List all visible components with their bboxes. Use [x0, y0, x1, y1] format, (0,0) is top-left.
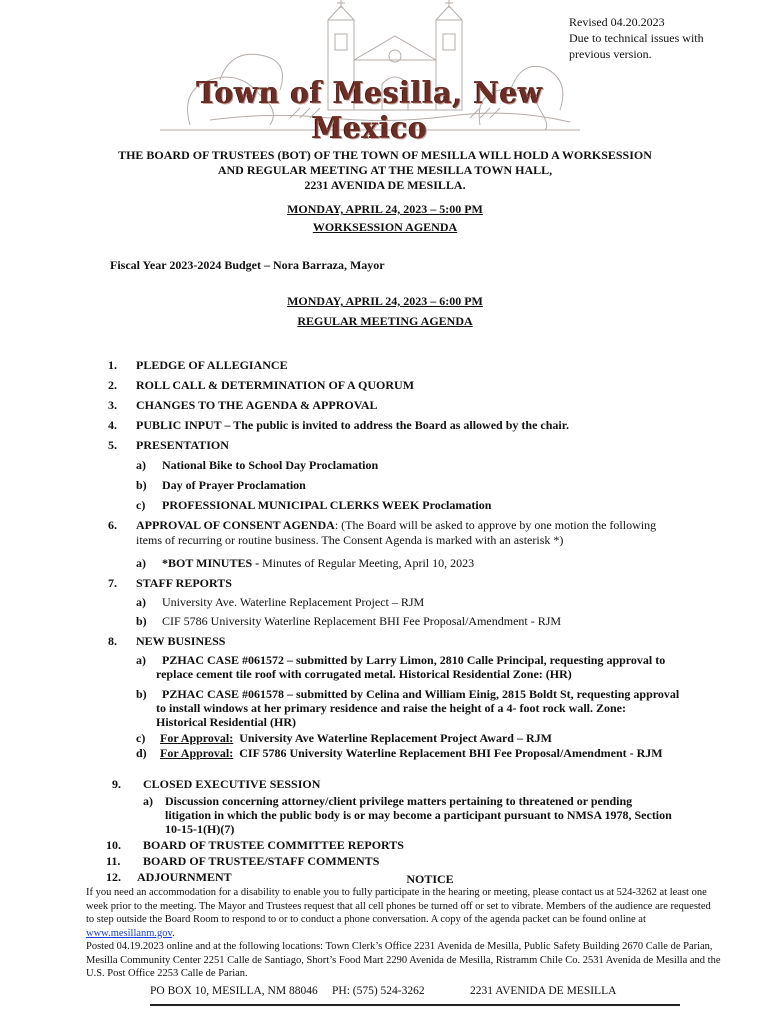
notice-title: NOTICE [406, 872, 454, 886]
sub-item-executive-discussion [143, 794, 703, 836]
revision-line: Due to technical issues with [569, 31, 704, 45]
sub-item-label: a) [136, 653, 146, 667]
sub-item [136, 478, 306, 492]
notice-end: . [172, 927, 175, 939]
sub-item-text: PZHAC CASE #061572 – submitted by Larry Limon, 2810 Calle Principal, requesting approval to [162, 653, 666, 667]
agenda-item-roll-call: ROLL CALL & DETERMINATION OF A QUORUM [136, 378, 415, 392]
website-link[interactable]: www.mesillanm.gov [86, 927, 173, 939]
sub-item-text: CIF 5786 University Waterline Replacement BHI Fee Proposal/Amendment - RJM [162, 614, 562, 628]
agenda-item-consent [136, 518, 716, 532]
consent-label: APPROVAL OF CONSENT AGENDA [136, 518, 335, 532]
footer [150, 985, 690, 997]
announcement-line: THE BOARD OF TRUSTEES (BOT) OF THE TOWN OF MESILLA WILL HOLD A WORKSESSION [118, 148, 652, 162]
sub-item-pzhac-061572 [136, 653, 716, 681]
agenda-item-new-business: NEW BUSINESS [136, 634, 226, 648]
sub-item-label: c) [136, 498, 146, 512]
consent-text-line2: items of recurring or routine business. The Consent Agenda is marked with an asterisk *) [136, 533, 564, 547]
sub-item-label: b) [136, 478, 147, 492]
agenda-item-staff-reports: STAFF REPORTS [136, 576, 232, 590]
agenda-item-number: 9. [112, 777, 121, 791]
agenda-item-public-input: PUBLIC INPUT – The public is invited to address the Board as allowed by the chair. [136, 418, 569, 432]
sub-item [136, 746, 663, 760]
sub-item-label: d) [136, 746, 147, 760]
agenda-item-number: 4. [108, 418, 117, 432]
agenda-item-number: 5. [108, 438, 117, 452]
sub-item-text: Day of Prayer Proclamation [162, 478, 306, 492]
agenda-item-number: 8. [108, 634, 117, 648]
regular-meeting-date: MONDAY, APRIL 24, 2023 – 6:00 PM [287, 294, 483, 308]
sub-item-label: a) [136, 556, 146, 570]
town-logo-title: Town of Mesilla, New Mexico [196, 76, 544, 146]
sub-item-text: 10-15-1(H)(7) [165, 822, 235, 836]
sub-item-label: a) [136, 458, 146, 472]
agenda-item-changes: CHANGES TO THE AGENDA & APPROVAL [136, 398, 378, 412]
sub-item-label: a) [143, 794, 153, 808]
notice-text [86, 886, 716, 940]
agenda-item-number: 2. [108, 378, 117, 392]
sub-item-label: a) [136, 595, 146, 609]
sub-item-text: to install windows at her primary residence and raise the height of a 4- foot rock wall. Zone: [156, 701, 626, 715]
meeting-announcement [60, 148, 710, 193]
footer-po-box: PO BOX 10, MESILLA, NM 88046 [150, 985, 318, 997]
sub-item-text: PROFESSIONAL MUNICIPAL CLERKS WEEK Proclamation [162, 498, 492, 512]
agenda-item-number: 10. [106, 838, 121, 852]
sub-item-text: University Ave. Waterline Replacement Project – RJM [162, 595, 425, 609]
worksession-date: MONDAY, APRIL 24, 2023 – 5:00 PM [287, 202, 483, 216]
consent-text: : (The Board will be asked to approve by one motion the following [334, 518, 657, 532]
sub-item-bold: *BOT MINUTES - [162, 556, 260, 570]
sub-item-label: b) [136, 687, 147, 701]
agenda-item-pledge: PLEDGE OF ALLEGIANCE [136, 358, 288, 372]
announcement-line: 2231 AVENIDA DE MESILLA. [304, 178, 466, 192]
revision-line: Revised 04.20.2023 [569, 15, 665, 29]
agenda-item-number: 12. [106, 870, 121, 884]
sub-item-text: litigation in which the public body is or may become a participant pursuant to NMSA 1978, Section [165, 808, 672, 822]
sub-item [136, 731, 552, 745]
sub-item-label: b) [136, 614, 147, 628]
worksession-heading: WORKSESSION AGENDA [312, 220, 458, 234]
agenda-item-number: 1. [108, 358, 117, 372]
sub-item [136, 614, 561, 628]
for-approval-label: For Approval: [160, 746, 234, 760]
posting-locations: Posted 04.19.2023 online and at the following locations: Town Clerk’s Office 2231 Avenida de Mesilla, Public Safety Building 2670 Calle de Parian, Mesilla Community Center 2251 Calle de Santiago, Short’s Food Mart 2290 Avenida de Mesilla, Ristramm Chile Co. 2531 Avenida de Mesilla and the U.S. Post Office 2253 Calle de Parian. [86, 941, 721, 979]
sub-item-label: c) [136, 731, 146, 745]
sub-item-text: CIF 5786 University Waterline Replacement BHI Fee Proposal/Amendment - RJM [233, 746, 663, 760]
agenda-item-staff-comments: BOARD OF TRUSTEE/STAFF COMMENTS [143, 854, 380, 868]
sub-item-text: National Bike to School Day Proclamation [162, 458, 379, 472]
agenda-item-number: 3. [108, 398, 117, 412]
agenda-item-adjournment: ADJOURNMENT [137, 870, 232, 884]
agenda-item-committee-reports: BOARD OF TRUSTEE COMMITTEE REPORTS [143, 838, 404, 852]
sub-item-text: Discussion concerning attorney/client privilege matters pertaining to threatened or pending [165, 794, 633, 808]
sub-item-text: PZHAC CASE #061578 – submitted by Celina and William Einig, 2815 Boldt St, requesting approval [162, 687, 680, 701]
worksession-item: Fiscal Year 2023-2024 Budget – Nora Barraza, Mayor [110, 258, 385, 272]
sub-item [136, 595, 424, 609]
sub-item-text: Minutes of Regular Meeting, April 10, 2023 [259, 556, 475, 570]
sub-item [136, 556, 474, 570]
agenda-item-number: 7. [108, 576, 117, 590]
sub-item [136, 458, 378, 472]
sub-item-text: Historical Residential (HR) [156, 715, 296, 729]
regular-meeting-heading: REGULAR MEETING AGENDA [297, 314, 473, 328]
footer-address: 2231 AVENIDA DE MESILLA [470, 985, 617, 997]
revision-line: previous version. [569, 47, 652, 61]
notice-body: If you need an accommodation for a disability to enable you to fully participate in the hearing or meeting, please contact us at 524-3262 at least one week prior to the meeting. The Mayor and Trustees request that all cell phones be turned off or set to vibrate. Members of the audience are requested to step outside the Board Room to respond to or to conduct a phone conversation. A copy of the agenda packet can be found online at [86, 887, 711, 925]
for-approval-label: For Approval: [160, 731, 234, 745]
announcement-line: AND REGULAR MEETING AT THE MESILLA TOWN HALL, [217, 163, 553, 177]
sub-item [136, 498, 491, 512]
footer-divider [150, 1004, 680, 1006]
agenda-item-presentation: PRESENTATION [136, 438, 229, 452]
agenda-item-number: 11. [106, 854, 121, 868]
agenda-item-number: 6. [108, 518, 117, 532]
agenda-item-executive-session: CLOSED EXECUTIVE SESSION [143, 777, 321, 791]
footer-phone: PH: (575) 524-3262 [332, 985, 425, 997]
sub-item-pzhac-061578 [136, 687, 716, 729]
sub-item-text: University Ave Waterline Replacement Project Award – RJM [233, 731, 552, 745]
sub-item-text: replace cement tile roof with corrugated metal. Historical Residential Zone: (HR) [156, 667, 572, 681]
